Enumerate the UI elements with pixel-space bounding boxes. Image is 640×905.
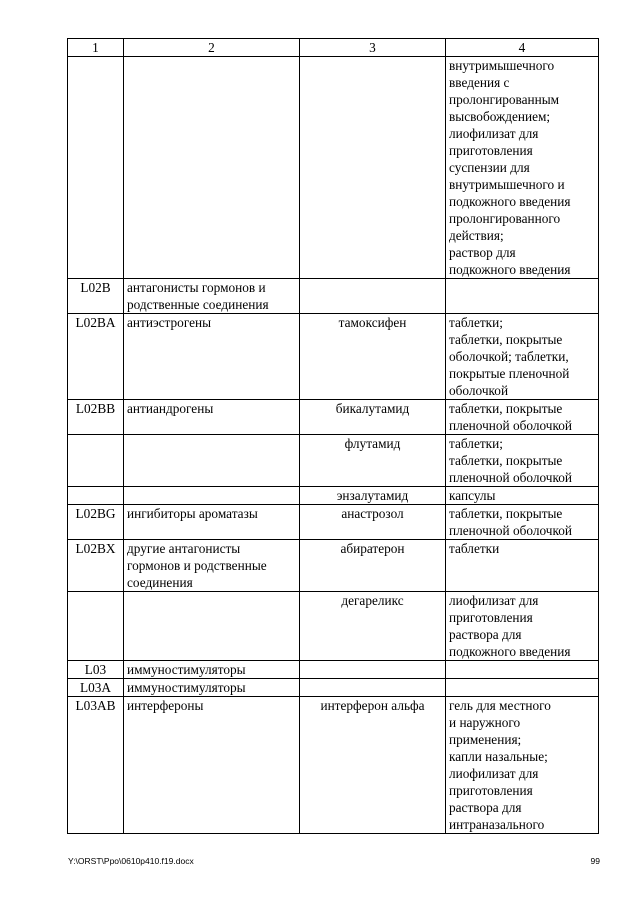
drug-name-cell: тамоксифен	[300, 314, 446, 400]
drug-table	[67, 38, 599, 834]
drug-name-cell: абиратерон	[300, 540, 446, 592]
header-col-1: 1	[68, 39, 124, 57]
dosage-form-cell: внутримышечного введения с пролонгированным высвобождением; лиофилизат для приготовления суспензии для внутримышечного и подкожного введения пролонгированного действия; раствор для подкожного введения	[446, 57, 599, 279]
group-name-cell: антиэстрогены	[124, 314, 300, 400]
table-row	[68, 661, 599, 679]
table-row	[68, 487, 599, 505]
atc-code-cell: L02BG	[68, 505, 124, 540]
drug-name-cell: анастрозол	[300, 505, 446, 540]
group-name-cell: другие антагонисты гормонов и родственные соединения	[124, 540, 300, 592]
drug-name-cell	[300, 679, 446, 697]
group-name-cell	[124, 487, 300, 505]
table-row	[68, 592, 599, 661]
group-name-cell	[124, 592, 300, 661]
dosage-form-cell	[446, 679, 599, 697]
group-name-cell: антиандрогены	[124, 400, 300, 435]
dosage-form-cell: таблетки, покрытые пленочной оболочкой	[446, 505, 599, 540]
group-name-cell: антагонисты гормонов и родственные соединения	[124, 279, 300, 314]
table-row	[68, 679, 599, 697]
atc-code-cell	[68, 57, 124, 279]
table-row	[68, 697, 599, 834]
group-name-cell: иммуностимуляторы	[124, 679, 300, 697]
atc-code-cell	[68, 487, 124, 505]
group-name-cell: ингибиторы ароматазы	[124, 505, 300, 540]
dosage-form-cell: таблетки, покрытые пленочной оболочкой	[446, 400, 599, 435]
table-header-row	[68, 39, 599, 57]
group-name-cell: интерфероны	[124, 697, 300, 834]
drug-name-cell	[300, 57, 446, 279]
drug-name-cell: флутамид	[300, 435, 446, 487]
table-row	[68, 505, 599, 540]
table-row	[68, 314, 599, 400]
atc-code-cell: L03	[68, 661, 124, 679]
atc-code-cell: L02BA	[68, 314, 124, 400]
dosage-form-cell: таблетки; таблетки, покрытые пленочной оболочкой	[446, 435, 599, 487]
atc-code-cell	[68, 435, 124, 487]
dosage-form-cell	[446, 661, 599, 679]
group-name-cell	[124, 57, 300, 279]
header-col-2: 2	[124, 39, 300, 57]
dosage-form-cell: гель для местного и наружного применения; капли назальные; лиофилизат для приготовления раствора для интраназального	[446, 697, 599, 834]
group-name-cell: иммуностимуляторы	[124, 661, 300, 679]
drug-name-cell: интерферон альфа	[300, 697, 446, 834]
header-col-4: 4	[446, 39, 599, 57]
dosage-form-cell: лиофилизат для приготовления раствора для подкожного введения	[446, 592, 599, 661]
table-row	[68, 57, 599, 279]
atc-code-cell: L02BX	[68, 540, 124, 592]
drug-name-cell: бикалутамид	[300, 400, 446, 435]
header-col-3: 3	[300, 39, 446, 57]
dosage-form-cell	[446, 279, 599, 314]
table-row	[68, 435, 599, 487]
drug-name-cell: энзалутамид	[300, 487, 446, 505]
atc-code-cell: L02B	[68, 279, 124, 314]
dosage-form-cell: таблетки; таблетки, покрытые оболочкой; таблетки, покрытые пленочной оболочкой	[446, 314, 599, 400]
atc-code-cell: L03AB	[68, 697, 124, 834]
drug-name-cell	[300, 661, 446, 679]
drug-name-cell	[300, 279, 446, 314]
atc-code-cell: L02BB	[68, 400, 124, 435]
group-name-cell	[124, 435, 300, 487]
atc-code-cell	[68, 592, 124, 661]
table-row	[68, 540, 599, 592]
drug-table-body	[68, 39, 599, 834]
table-row	[68, 279, 599, 314]
dosage-form-cell: таблетки	[446, 540, 599, 592]
drug-name-cell: дегареликс	[300, 592, 446, 661]
footer-file-path: Y:\ORST\Ppo\0610p410.f19.docx	[68, 856, 194, 866]
dosage-form-cell: капсулы	[446, 487, 599, 505]
footer-page-number: 99	[590, 856, 600, 866]
table-row	[68, 400, 599, 435]
atc-code-cell: L03A	[68, 679, 124, 697]
